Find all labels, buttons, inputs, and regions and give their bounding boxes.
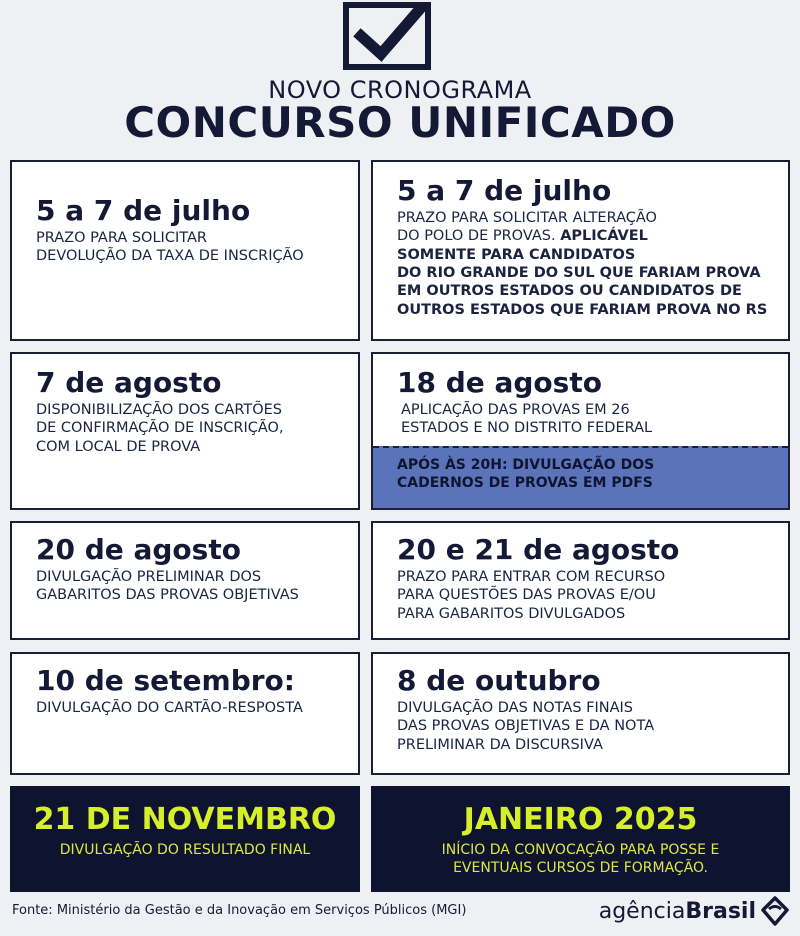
event-description: DISPONIBILIZAÇÃO DOS CARTÕES DE CONFIRMAÇÃO DE INSCRIÇÃO, COM LOCAL DE PROVA xyxy=(36,401,284,455)
event-card-6 xyxy=(371,521,790,640)
checkbox-icon xyxy=(343,2,431,70)
event-description: DIVULGAÇÃO DAS NOTAS FINAIS DAS PROVAS OBJETIVAS E DA NOTA PRELIMINAR DA DISCURSIVA xyxy=(397,699,655,753)
brand-logo xyxy=(599,896,790,926)
final-description: DIVULGAÇÃO DO RESULTADO FINAL xyxy=(59,842,311,858)
page-kicker: NOVO CRONOGRAMA xyxy=(268,76,532,104)
event-description: DIVULGAÇÃO PRELIMINAR DOS GABARITOS DAS PROVAS OBJETIVAS xyxy=(36,568,299,604)
event-date: 20 e 21 de agosto xyxy=(397,533,680,566)
event-date: 5 a 7 de julho xyxy=(397,174,612,207)
event-card-7 xyxy=(10,652,360,775)
event-card-2 xyxy=(371,160,790,341)
event-card-4 xyxy=(371,352,790,510)
event-card-8 xyxy=(371,652,790,775)
final-card-convocation xyxy=(371,786,790,892)
brand-light: agência xyxy=(598,898,686,924)
brand-logo-icon xyxy=(760,896,790,926)
event-description: APLICAÇÃO DAS PROVAS EM 26 ESTADOS E NO DISTRITO FEDERAL xyxy=(401,401,653,437)
event-description: DIVULGAÇÃO DO CARTÃO-RESPOSTA xyxy=(36,699,303,716)
event-date: 18 de agosto xyxy=(397,366,602,399)
event-date: 5 a 7 de julho xyxy=(36,194,251,227)
source-credit: Fonte: Ministério da Gestão e da Inovação em Serviços Públicos (MGI) xyxy=(12,903,467,918)
final-date: JANEIRO 2025 xyxy=(463,802,698,837)
final-description: INÍCIO DA CONVOCAÇÃO PARA POSSE E EVENTUAIS CURSOS DE FORMAÇÃO. xyxy=(441,842,720,877)
event-date: 7 de agosto xyxy=(36,366,222,399)
event-card-5 xyxy=(10,521,360,640)
event-card-1 xyxy=(10,160,360,341)
event-description: PRAZO PARA SOLICITAR DEVOLUÇÃO DA TAXA DE INSCRIÇÃO xyxy=(36,229,304,265)
event-date: 8 de outubro xyxy=(397,664,601,697)
final-card-result xyxy=(10,786,360,892)
event-description: PRAZO PARA SOLICITAR ALTERAÇÃO DO POLO DE PROVAS. APLICÁVEL SOMENTE PARA CANDIDATOS DO RIO GRANDE DO SUL QUE FARIAM PROVA EM OUTROS ESTADOS OU CANDIDATOS DE OUTROS ESTADOS QUE FARIAM PROVA NO RS xyxy=(397,209,768,318)
final-date: 21 DE NOVEMBRO xyxy=(33,802,337,837)
event-highlight-note: APÓS ÀS 20H: DIVULGAÇÃO DOS CADERNOS DE PROVAS EM PDFS xyxy=(373,446,788,508)
brand-bold: Brasil xyxy=(685,898,756,924)
event-card-3 xyxy=(10,352,360,510)
page-title: CONCURSO UNIFICADO xyxy=(124,98,676,147)
event-date: 20 de agosto xyxy=(36,533,241,566)
event-description: PRAZO PARA ENTRAR COM RECURSO PARA QUESTÕES DAS PROVAS E/OU PARA GABARITOS DIVULGADOS xyxy=(397,568,666,622)
event-date: 10 de setembro: xyxy=(36,664,295,697)
